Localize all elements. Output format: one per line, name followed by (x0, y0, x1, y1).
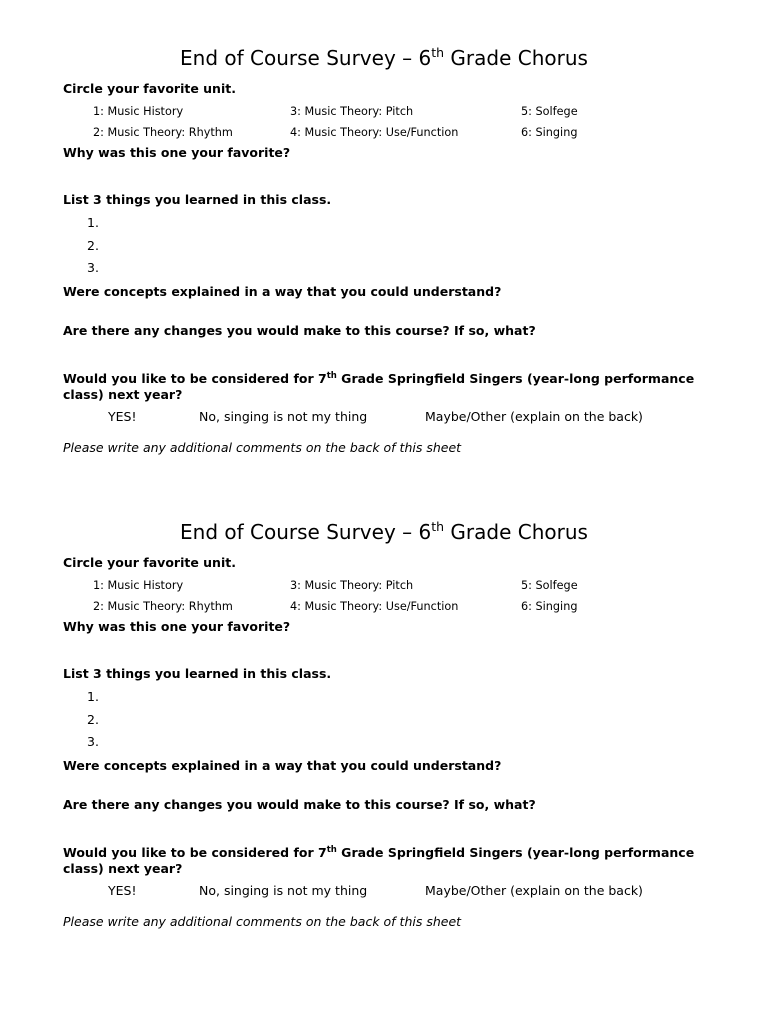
learned-list-prompt: List 3 things you learned in this class. (63, 666, 332, 681)
unit-option: 3: Music Theory: Pitch (290, 579, 414, 592)
survey-form (0, 474, 768, 948)
singers-prompt (63, 845, 708, 876)
learned-list-item: 1. (87, 215, 99, 230)
concepts-prompt: Were concepts explained in a way that you could understand? (63, 758, 502, 773)
singers-choice-yes: YES! (108, 883, 137, 898)
unit-option: 1: Music History (93, 579, 184, 592)
favorite-reason-prompt: Why was this one your favorite? (63, 145, 291, 160)
singers-prompt-text-end: Grade Springfield Singers (year-long performance class) next year? (63, 371, 695, 402)
singers-choice-maybe: Maybe/Other (explain on the back) (425, 883, 643, 898)
concepts-prompt: Were concepts explained in a way that you could understand? (63, 284, 502, 299)
additional-comments-note: Please write any additional comments on the back of this sheet (63, 914, 462, 929)
survey-title-text: End of Course Survey – 6 (180, 46, 432, 70)
singers-prompt-text-end: Grade Springfield Singers (year-long performance class) next year? (63, 845, 695, 876)
additional-comments-note: Please write any additional comments on the back of this sheet (63, 440, 462, 455)
unit-option: 4: Music Theory: Use/Function (290, 600, 459, 613)
unit-option: 1: Music History (93, 105, 184, 118)
learned-list-item: 1. (87, 689, 99, 704)
survey-title-ordinal-suffix: th (431, 45, 445, 60)
survey-title-text-end: Grade Chorus (444, 46, 588, 70)
unit-option: 5: Solfege (521, 105, 578, 118)
singers-prompt-ordinal-suffix: th (326, 371, 337, 381)
survey-title (0, 46, 768, 70)
singers-prompt-text: Would you like to be considered for 7 (63, 845, 327, 860)
favorite-unit-prompt: Circle your favorite unit. (63, 81, 236, 96)
singers-choice-no: No, singing is not my thing (199, 883, 368, 898)
unit-option: 6: Singing (521, 600, 578, 613)
favorite-reason-prompt: Why was this one your favorite? (63, 619, 291, 634)
course-changes-prompt: Are there any changes you would make to this course? If so, what? (63, 323, 536, 338)
singers-choice-yes: YES! (108, 409, 137, 424)
favorite-unit-prompt: Circle your favorite unit. (63, 555, 236, 570)
learned-list-item: 2. (87, 238, 99, 253)
singers-prompt (63, 371, 708, 402)
survey-title-ordinal-suffix: th (431, 519, 445, 534)
singers-choice-maybe: Maybe/Other (explain on the back) (425, 409, 643, 424)
singers-choice-no: No, singing is not my thing (199, 409, 368, 424)
unit-option: 5: Solfege (521, 579, 578, 592)
course-changes-prompt: Are there any changes you would make to this course? If so, what? (63, 797, 536, 812)
unit-option: 2: Music Theory: Rhythm (93, 126, 233, 139)
survey-form (0, 0, 768, 474)
learned-list-item: 2. (87, 712, 99, 727)
learned-list-item: 3. (87, 260, 99, 275)
unit-option: 6: Singing (521, 126, 578, 139)
unit-option: 3: Music Theory: Pitch (290, 105, 414, 118)
survey-title-text-end: Grade Chorus (444, 520, 588, 544)
learned-list-item: 3. (87, 734, 99, 749)
unit-option: 2: Music Theory: Rhythm (93, 600, 233, 613)
survey-title (0, 520, 768, 544)
singers-prompt-ordinal-suffix: th (326, 845, 337, 855)
survey-title-text: End of Course Survey – 6 (180, 520, 432, 544)
learned-list-prompt: List 3 things you learned in this class. (63, 192, 332, 207)
unit-option: 4: Music Theory: Use/Function (290, 126, 459, 139)
singers-prompt-text: Would you like to be considered for 7 (63, 371, 327, 386)
